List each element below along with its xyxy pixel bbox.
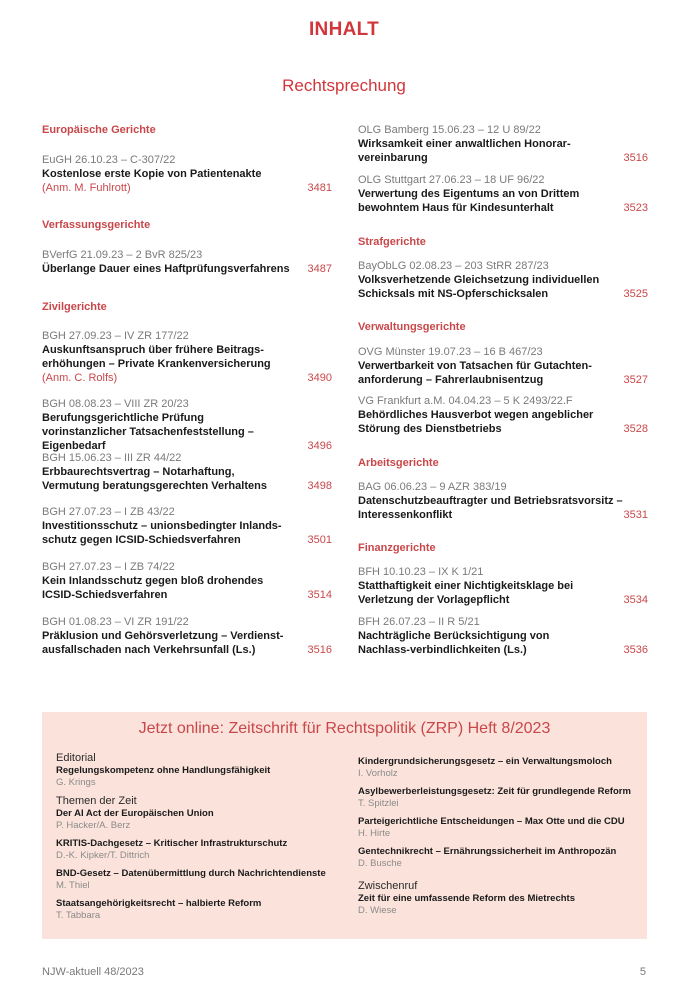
page-number: 3490 xyxy=(307,372,332,384)
page-number: 3481 xyxy=(307,182,332,194)
entry-title: Volksverhetzende Gleichsetzung individuellen Schicksals mit NS-Opferschicksalen xyxy=(358,274,600,300)
promo-item[interactable] xyxy=(56,838,346,862)
section-heading: Verwaltungsgerichte xyxy=(358,321,466,333)
promo-item-author: D.-K. Kipker/T. Dittrich xyxy=(56,850,150,861)
section-heading: Strafgerichte xyxy=(358,236,426,248)
promo-left-column xyxy=(56,752,346,928)
promo-item-title: Regelungskompetenz ohne Handlungsfähigkeit xyxy=(56,765,271,776)
page-number: 3514 xyxy=(307,589,332,601)
page-number: 3523 xyxy=(623,202,648,214)
case-citation: BVerfG 21.09.23 – 2 BvR 825/23 xyxy=(42,249,203,261)
promo-right-column xyxy=(358,756,648,923)
toc-entry[interactable] xyxy=(42,615,332,657)
case-citation: BGH 08.08.23 – VIII ZR 20/23 xyxy=(42,398,189,410)
entry-title: Verwertung des Eigentums an von Drittem bewohntem Haus für Kindesunterhalt xyxy=(358,188,580,214)
entry-title: Nachträgliche Berücksichtigung von Nachlass-verbindlichkeiten (Ls.) xyxy=(358,630,550,656)
promo-item-title: Zeit für eine umfassende Reform des Mietrechts xyxy=(358,893,575,904)
promo-category: Themen der Zeit xyxy=(56,795,137,807)
entry-title: Erbbaurechtsvertrag – Notarhaftung, Vermutung beratungsgerechten Verhaltens xyxy=(42,466,267,492)
toc-entry[interactable] xyxy=(42,560,332,602)
page-number: 3527 xyxy=(623,374,648,386)
promo-item[interactable] xyxy=(358,880,648,917)
promo-item-title: Der AI Act der Europäischen Union xyxy=(56,808,214,819)
case-citation: BayObLG 02.08.23 – 203 StRR 287/23 xyxy=(358,260,549,272)
entry-title: Wirksamkeit einer anwaltlichen Honorar-vereinbarung xyxy=(358,138,571,164)
entry-title: Kostenlose erste Kopie von Patientenakte xyxy=(42,168,262,180)
zrp-promo-box xyxy=(42,712,647,939)
toc-entry[interactable] xyxy=(358,480,648,522)
section-heading: Arbeitsgerichte xyxy=(358,457,439,469)
case-citation: BGH 27.07.23 – I ZB 43/22 xyxy=(42,506,175,518)
toc-entry[interactable] xyxy=(42,451,332,493)
toc-entry[interactable] xyxy=(42,329,332,385)
case-citation: OLG Bamberg 15.06.23 – 12 U 89/22 xyxy=(358,124,541,136)
page-number: 3501 xyxy=(307,534,332,546)
section-heading: Verfassungsgerichte xyxy=(42,219,151,231)
entry-title: Verwertbarkeit von Tatsachen für Gutachten-anforderung – Fahrerlaubnisentzug xyxy=(358,360,592,386)
promo-item-title: Staatsangehörigkeitsrecht – halbierte Reform xyxy=(56,898,262,909)
promo-item-title: Kindergrundsicherungsgesetz – ein Verwaltungsmoloch xyxy=(358,756,612,767)
case-citation: BFH 10.10.23 – IX K 1/21 xyxy=(358,566,484,578)
promo-item-title: Gentechnikrecht – Ernährungssicherheit im Anthropozän xyxy=(358,846,617,857)
promo-item-title: BND-Gesetz – Datenübermittlung durch Nachrichtendienste xyxy=(56,868,326,879)
promo-item-title: KRITIS-Dachgesetz – Kritischer Infrastrukturschutz xyxy=(56,838,288,849)
promo-item-author: T. Spitzlei xyxy=(358,798,399,809)
page-number: 3525 xyxy=(623,288,648,300)
promo-item[interactable] xyxy=(358,846,648,870)
entry-title: Investitionsschutz – unionsbedingter Inlands-schutz gegen ICSID-Schiedsverfahren xyxy=(42,520,282,546)
page-number: 3534 xyxy=(623,594,648,606)
promo-item-author: T. Tabbara xyxy=(56,910,101,921)
entry-title: Auskunftsanspruch über frühere Beitrags-erhöhungen – Private Krankenversicherung xyxy=(42,344,271,370)
promo-item-author: G. Krings xyxy=(56,777,96,788)
page-title: INHALT xyxy=(308,19,380,40)
entry-title: Kein Inlandsschutz gegen bloß drohendes ICSID-Schiedsverfahren xyxy=(42,575,264,601)
case-citation: EuGH 26.10.23 – C-307/22 xyxy=(42,154,176,166)
page-number: 3516 xyxy=(623,152,648,164)
page-number: 3528 xyxy=(623,423,648,435)
toc-entry[interactable] xyxy=(358,123,648,165)
promo-item[interactable] xyxy=(358,816,648,840)
case-citation: BGH 01.08.23 – VI ZR 191/22 xyxy=(42,616,189,628)
entry-title: Berufungsgerichtliche Prüfung vorinstanzlicher Tatsachenfeststellung – Eigenbedarf xyxy=(42,412,254,452)
section-heading: Europäische Gerichte xyxy=(42,124,156,136)
toc-entry[interactable] xyxy=(42,153,332,195)
entry-title: Statthaftigkeit einer Nichtigkeitsklage bei Verletzung der Vorlagepflicht xyxy=(358,580,574,606)
promo-item[interactable] xyxy=(56,898,346,922)
promo-item-author: H. Hirte xyxy=(358,828,391,839)
promo-item[interactable] xyxy=(56,868,346,892)
case-citation: BFH 26.07.23 – II R 5/21 xyxy=(358,616,480,628)
promo-item-author: M. Thiel xyxy=(56,880,90,891)
page-number: 3498 xyxy=(307,480,332,492)
promo-category: Zwischenruf xyxy=(358,880,418,892)
footer-issue: NJW-aktuell 48/2023 xyxy=(42,966,144,978)
page-number: 3516 xyxy=(307,644,332,656)
case-citation: VG Frankfurt a.M. 04.04.23 – 5 K 2493/22.F xyxy=(358,395,573,407)
promo-category: Editorial xyxy=(56,752,96,764)
toc-entry[interactable] xyxy=(42,248,332,276)
toc-entry[interactable] xyxy=(358,394,648,436)
promo-item-author: D. Busche xyxy=(358,858,402,869)
case-citation: BAG 06.06.23 – 9 AZR 383/19 xyxy=(358,481,507,493)
entry-title: Datenschutzbeauftragter und Betriebsratsvorsitz – Interessenkonflikt xyxy=(358,495,623,521)
case-citation: OLG Stuttgart 27.06.23 – 18 UF 96/22 xyxy=(358,174,545,186)
promo-item[interactable] xyxy=(56,795,346,832)
promo-item-author: P. Hacker/A. Berz xyxy=(56,820,131,831)
case-citation: OVG Münster 19.07.23 – 16 B 467/23 xyxy=(358,346,543,358)
section-heading: Zivilgerichte xyxy=(42,301,107,313)
toc-entry[interactable] xyxy=(42,505,332,547)
annotation-author: (Anm. M. Fuhlrott) xyxy=(42,182,131,194)
promo-item-author: I. Vorholz xyxy=(358,768,398,779)
promo-item[interactable] xyxy=(358,756,648,780)
page-number: 3496 xyxy=(307,440,332,452)
promo-item[interactable] xyxy=(56,752,346,789)
promo-item-title: Asylbewerberleistungsgesetz: Zeit für grundlegende Reform xyxy=(358,786,631,797)
promo-title[interactable]: Jetzt online: Zeitschrift für Rechtspolitik (ZRP) Heft 8/2023 xyxy=(138,720,551,737)
case-citation: BGH 15.06.23 – III ZR 44/22 xyxy=(42,452,182,464)
case-citation: BGH 27.07.23 – I ZB 74/22 xyxy=(42,561,175,573)
toc-entry[interactable] xyxy=(42,397,332,453)
entry-title: Überlange Dauer eines Haftprüfungsverfahrens xyxy=(42,263,290,275)
toc-entry[interactable] xyxy=(358,173,648,215)
promo-item-title: Parteigerichtliche Entscheidungen – Max Otte und die CDU xyxy=(358,816,625,827)
promo-item[interactable] xyxy=(358,786,648,810)
section-title: Rechtsprechung xyxy=(282,76,406,95)
promo-item-author: D. Wiese xyxy=(358,905,397,916)
page-number: 3487 xyxy=(307,263,332,275)
entry-title: Präklusion und Gehörsverletzung – Verdienst-ausfallschaden nach Verkehrsunfall (Ls.) xyxy=(42,630,284,656)
toc-entry[interactable] xyxy=(358,345,648,387)
section-heading: Finanzgerichte xyxy=(358,542,436,554)
footer-page-number: 5 xyxy=(639,966,646,978)
annotation-author: (Anm. C. Rolfs) xyxy=(42,372,118,384)
entry-title: Behördliches Hausverbot wegen angeblicher Störung des Dienstbetriebs xyxy=(358,409,594,435)
toc-entry[interactable] xyxy=(358,615,648,657)
toc-entry[interactable] xyxy=(358,259,648,301)
page-number: 3536 xyxy=(623,644,648,656)
toc-entry[interactable] xyxy=(358,565,648,607)
page-number: 3531 xyxy=(623,509,648,521)
case-citation: BGH 27.09.23 – IV ZR 177/22 xyxy=(42,330,189,342)
